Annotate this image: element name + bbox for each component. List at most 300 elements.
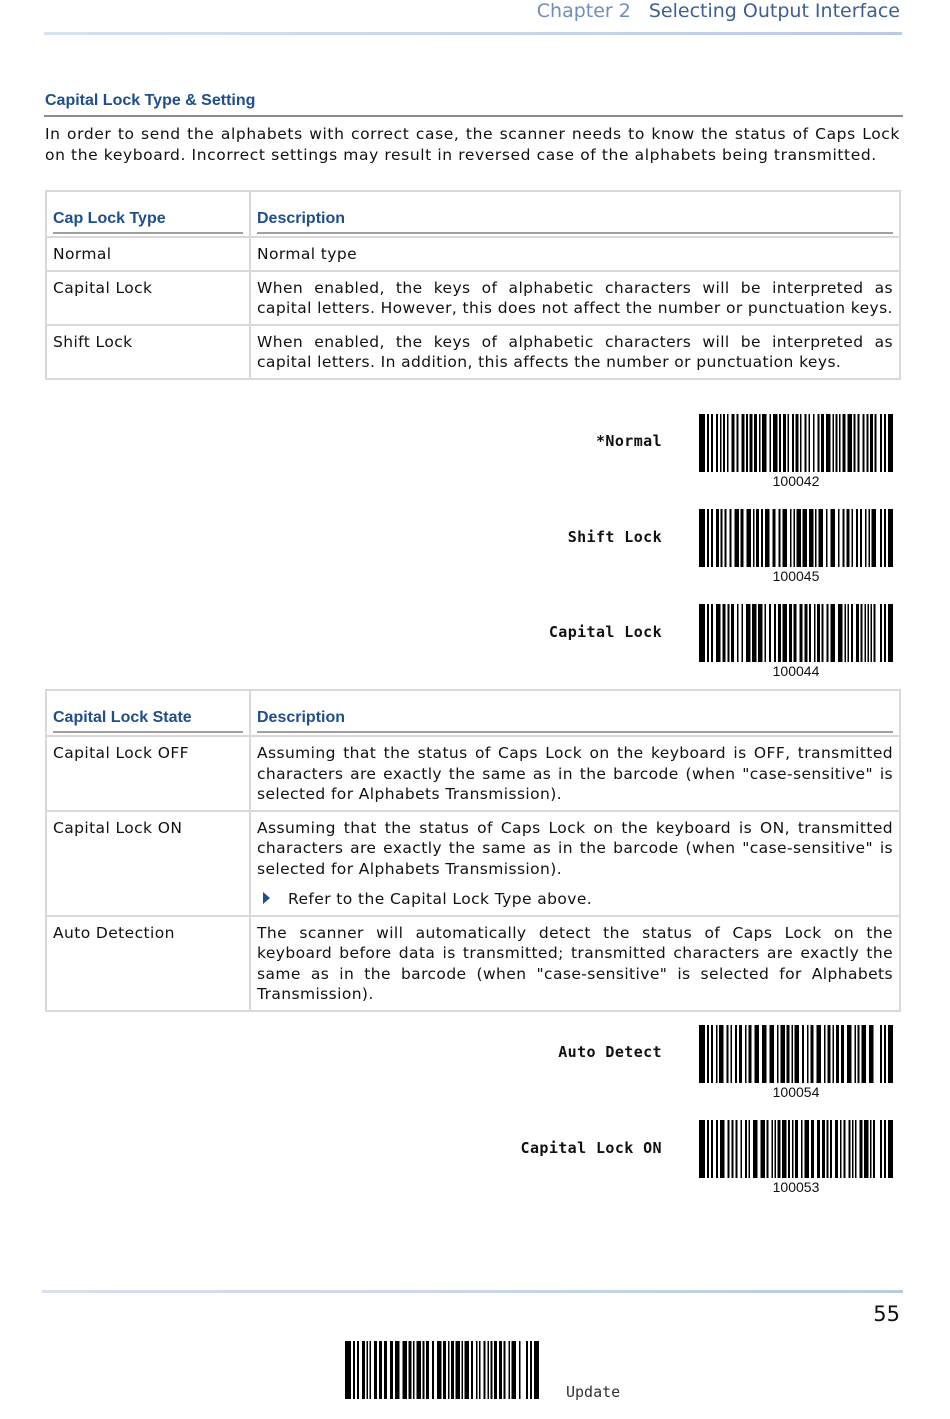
type-cell: Capital Lock xyxy=(46,271,250,325)
barcode-label-normal: *Normal xyxy=(595,432,662,450)
barcode-bar xyxy=(719,1025,724,1083)
barcode-bar xyxy=(721,509,723,567)
barcode-bar xyxy=(788,1120,790,1178)
barcode-bar xyxy=(843,509,845,567)
barcode-bar xyxy=(833,414,835,472)
barcode-bar xyxy=(814,604,816,662)
barcode-bar xyxy=(827,1120,829,1178)
barcode-bar xyxy=(779,414,781,472)
barcode-bar xyxy=(851,604,853,662)
barcode-auto-detect[interactable] xyxy=(699,1025,893,1100)
barcode-bar xyxy=(880,604,882,662)
barcode-bar xyxy=(741,1120,743,1178)
table-row xyxy=(46,736,900,811)
barcode-bar xyxy=(747,509,752,567)
barcode-bar xyxy=(509,1341,511,1399)
barcode-bar xyxy=(872,509,877,567)
table-row xyxy=(46,325,900,379)
chapter-label: Chapter 2 xyxy=(536,0,631,22)
barcode-bar xyxy=(742,414,745,472)
barcode-bar xyxy=(716,414,718,472)
table-header-row xyxy=(46,690,900,736)
barcode-bar xyxy=(720,414,722,472)
barcode-bar xyxy=(456,1341,461,1399)
triangle-bullet-icon xyxy=(263,892,270,904)
barcode-bar xyxy=(732,1120,734,1178)
barcode-bar xyxy=(762,414,767,472)
barcode-bar xyxy=(796,414,799,472)
barcode-bar xyxy=(847,1025,852,1083)
barcode-bar xyxy=(782,1120,787,1178)
barcode-bar xyxy=(494,1341,497,1399)
barcode-bar xyxy=(849,1120,851,1178)
barcode-bar xyxy=(779,509,781,567)
barcode-bar xyxy=(828,1025,831,1083)
barcode-bar xyxy=(797,509,802,567)
barcode-bar xyxy=(833,1025,835,1083)
table-row xyxy=(46,916,900,1011)
barcode-bar xyxy=(826,509,828,567)
barcode-bar xyxy=(817,1120,820,1178)
barcode-bar xyxy=(716,509,719,567)
barcode-bar xyxy=(854,414,856,472)
barcode-number: 100054 xyxy=(772,1084,820,1100)
capital-lock-state-table xyxy=(45,689,901,1012)
barcode-bar xyxy=(413,1341,415,1399)
barcode-bar xyxy=(809,604,811,662)
barcode-bar xyxy=(448,1341,450,1399)
cap-lock-type-table xyxy=(45,190,901,380)
barcode-bar xyxy=(741,509,744,567)
barcode-bar xyxy=(783,604,788,662)
barcode-bar xyxy=(852,1120,854,1178)
barcode-label-capital-lock-on: Capital Lock ON xyxy=(520,1139,662,1157)
barcode-bar xyxy=(777,1025,779,1083)
update-label: Update xyxy=(566,1383,621,1401)
barcode-label-auto-detect: Auto Detect xyxy=(558,1043,662,1061)
barcode-bar xyxy=(736,1120,738,1178)
barcode-bar xyxy=(862,1025,867,1083)
barcode-bar xyxy=(773,414,778,472)
barcode-bar xyxy=(519,1341,521,1399)
barcode-bar xyxy=(824,1025,826,1083)
barcode-label-capital-lock: Capital Lock xyxy=(548,623,662,641)
barcode-bar xyxy=(711,414,713,472)
barcode-bar xyxy=(772,1120,774,1178)
barcode-bar xyxy=(822,604,824,662)
barcode-bar xyxy=(367,1341,369,1399)
state-cell: Capital Lock OFF xyxy=(46,736,250,811)
barcode-bar xyxy=(818,414,820,472)
barcode-bar xyxy=(867,414,869,472)
barcode-bar xyxy=(711,1025,713,1083)
column-header: Description xyxy=(257,209,893,235)
barcode-bar xyxy=(370,1341,372,1399)
barcode-bar xyxy=(707,509,709,567)
barcode-bar xyxy=(880,414,882,472)
barcode-bar xyxy=(374,1341,377,1399)
barcode-bar xyxy=(390,1341,393,1399)
barcode-bar xyxy=(379,1341,382,1399)
barcode-bar xyxy=(884,1120,886,1178)
barcode-bar xyxy=(817,604,820,662)
barcode-bar xyxy=(836,414,838,472)
barcode-bar xyxy=(488,1341,490,1399)
barcode-bar xyxy=(711,604,713,662)
barcode-bar xyxy=(836,1025,839,1083)
barcode-bar xyxy=(807,1025,809,1083)
barcode-label-shift-lock: Shift Lock xyxy=(567,528,662,546)
barcode-bar xyxy=(735,509,740,567)
state-cell: Auto Detection xyxy=(46,916,250,1011)
barcode-bar xyxy=(868,604,870,662)
barcode-bar xyxy=(761,509,763,567)
barcode-bars xyxy=(699,509,893,567)
footer-rule xyxy=(42,1290,903,1293)
barcode-bar xyxy=(526,1341,528,1399)
barcode-bar xyxy=(765,509,770,567)
barcode-bar xyxy=(750,414,753,472)
barcode-bar xyxy=(847,509,850,567)
barcode-bar xyxy=(884,604,886,662)
description-cell xyxy=(250,811,900,916)
type-cell: Normal xyxy=(46,237,250,271)
barcode-bar xyxy=(345,1341,351,1399)
barcode-number: 100045 xyxy=(772,568,820,584)
state-cell: Capital Lock ON xyxy=(46,811,250,916)
barcode-bar xyxy=(754,414,757,472)
barcode-bar xyxy=(821,414,824,472)
description-cell: Assuming that the status of Caps Lock on the keyboard is OFF, transmitted characters are exactly the same as in the barcode (when "case-sensitive" is selected for Alphabets Transmission). xyxy=(250,736,900,811)
barcode-bar xyxy=(794,509,796,567)
barcode-bar xyxy=(835,1120,838,1178)
barcode-bar xyxy=(759,414,761,472)
barcode-bar xyxy=(827,604,829,662)
barcode-bar xyxy=(869,1025,874,1083)
barcode-bar xyxy=(534,1341,539,1399)
barcode-bar xyxy=(884,414,886,472)
barcode-bar xyxy=(858,414,860,472)
barcode-bar xyxy=(800,604,803,662)
barcode-bar xyxy=(855,1120,857,1178)
barcode-bar xyxy=(707,1120,709,1178)
barcode-bar xyxy=(353,1341,355,1399)
barcode-bar xyxy=(767,1120,769,1178)
barcode-bar xyxy=(856,604,859,662)
barcode-bar xyxy=(357,1341,359,1399)
barcode-bar xyxy=(783,509,788,567)
barcode-bar xyxy=(790,509,792,567)
barcode-bar xyxy=(880,1120,882,1178)
barcode-bar xyxy=(870,1120,872,1178)
table-header-row xyxy=(46,191,900,237)
barcode-bar xyxy=(749,1120,751,1178)
barcode-bar xyxy=(802,1025,804,1083)
column-header: Capital Lock State xyxy=(53,708,243,734)
barcode-bar xyxy=(727,414,729,472)
barcode-bar xyxy=(809,509,814,567)
barcode-bar xyxy=(800,414,802,472)
barcode-bar xyxy=(805,414,807,472)
barcode-bar xyxy=(888,604,893,662)
barcode-bar xyxy=(865,604,867,662)
barcode-bar xyxy=(403,1341,408,1399)
barcode-bar xyxy=(770,1025,775,1083)
barcode-bar xyxy=(864,1120,869,1178)
barcode-bar xyxy=(716,1025,718,1083)
barcode-bar xyxy=(723,414,725,472)
barcode-bar xyxy=(699,1120,705,1178)
barcode-bar xyxy=(417,1341,422,1399)
barcode-bar xyxy=(840,1120,842,1178)
barcode-bar xyxy=(848,604,850,662)
barcode-bar xyxy=(826,414,831,472)
barcode-bar xyxy=(795,1120,798,1178)
barcode-bars xyxy=(345,1341,539,1399)
barcode-bar xyxy=(783,414,786,472)
barcode-bar xyxy=(817,1025,822,1083)
barcode-bar xyxy=(755,1025,760,1083)
barcode-bar xyxy=(749,1025,752,1083)
barcode-bar xyxy=(855,1025,857,1083)
barcode-bar xyxy=(852,509,854,567)
barcode-number: 100044 xyxy=(772,663,820,679)
barcode-capital-lock-on[interactable] xyxy=(699,1120,893,1195)
barcode-number: 100053 xyxy=(772,1179,820,1195)
barcode-bar xyxy=(761,1120,766,1178)
barcode-shift-lock[interactable] xyxy=(699,509,893,584)
barcode-bar xyxy=(707,604,709,662)
barcode-bar xyxy=(530,1341,532,1399)
barcode-bar xyxy=(479,1341,481,1399)
barcode-normal[interactable] xyxy=(699,414,893,489)
barcode-bar xyxy=(856,509,858,567)
chapter-title: Selecting Output Interface xyxy=(648,0,900,22)
barcode-bar xyxy=(491,1341,493,1399)
barcode-bar xyxy=(423,1341,425,1399)
page-header xyxy=(537,0,900,28)
barcode-update[interactable] xyxy=(345,1341,539,1403)
barcode-bar xyxy=(871,604,873,662)
barcode-bar xyxy=(451,1341,454,1399)
barcode-bar xyxy=(504,1341,506,1399)
barcode-bar xyxy=(699,509,705,567)
barcode-bar xyxy=(838,604,843,662)
barcode-bar xyxy=(725,509,727,567)
barcode-bar xyxy=(803,509,808,567)
barcode-bar xyxy=(462,1341,464,1399)
barcode-bars xyxy=(699,414,893,472)
barcode-bar xyxy=(811,1120,814,1178)
barcode-bar xyxy=(499,1341,502,1399)
barcode-bar xyxy=(720,1120,725,1178)
barcode-bar xyxy=(860,509,862,567)
barcode-bar xyxy=(874,604,876,662)
barcode-bar xyxy=(861,604,863,662)
header-rule xyxy=(44,32,902,35)
barcode-bar xyxy=(880,509,882,567)
barcode-bar xyxy=(805,1120,810,1178)
barcode-bar xyxy=(813,414,815,472)
barcode-bar xyxy=(443,1341,446,1399)
barcode-bar xyxy=(699,1025,705,1083)
barcode-bar xyxy=(795,1025,800,1083)
barcode-bar xyxy=(732,414,735,472)
barcode-bar xyxy=(723,604,726,662)
barcode-bar xyxy=(858,1025,860,1083)
barcode-bar xyxy=(870,414,873,472)
barcode-bar xyxy=(752,604,757,662)
barcode-bar xyxy=(869,509,871,567)
barcode-bar xyxy=(815,509,817,567)
barcode-bar xyxy=(707,1025,709,1083)
barcode-bar xyxy=(746,604,751,662)
barcode-bar xyxy=(888,509,893,567)
barcode-bar xyxy=(822,1120,825,1178)
barcode-bar xyxy=(884,1025,886,1083)
barcode-bar xyxy=(884,509,886,567)
barcode-bar xyxy=(753,509,755,567)
barcode-bar xyxy=(781,1025,786,1083)
section-title: Capital Lock Type & Setting xyxy=(45,92,256,109)
barcode-bar xyxy=(811,1025,814,1083)
barcode-bar xyxy=(471,1341,473,1399)
barcode-bar xyxy=(873,1120,875,1178)
barcode-bar xyxy=(465,1341,470,1399)
barcode-bar xyxy=(805,604,808,662)
barcode-bars xyxy=(699,1025,893,1083)
barcode-bar xyxy=(787,1025,790,1083)
barcode-bar xyxy=(731,604,734,662)
barcode-bar xyxy=(745,1025,747,1083)
barcode-bar xyxy=(746,414,748,472)
barcode-bar xyxy=(774,604,776,662)
type-cell: Shift Lock xyxy=(46,325,250,379)
description-cell: The scanner will automatically detect the status of Caps Lock on the keyboard before data is transmitted; transmitted characters are exactly the same as in the barcode (when "case-sensitive" is selected for Alphabets Transmission). xyxy=(250,916,900,1011)
barcode-bar xyxy=(809,414,811,472)
barcode-bar xyxy=(753,1120,758,1178)
column-header: Cap Lock Type xyxy=(53,209,243,235)
barcode-bar xyxy=(792,1120,794,1178)
table-row xyxy=(46,237,900,271)
barcode-bar xyxy=(838,509,840,567)
barcode-bar xyxy=(707,414,709,472)
barcode-bar xyxy=(699,414,705,472)
barcode-bar xyxy=(731,1025,733,1083)
barcode-bar xyxy=(711,1120,713,1178)
column-header: Description xyxy=(257,708,893,734)
barcode-bar xyxy=(735,1025,737,1083)
barcode-bar xyxy=(765,604,767,662)
barcode-bar xyxy=(395,1341,400,1399)
barcode-bar xyxy=(762,1025,767,1083)
barcode-bar xyxy=(775,1120,777,1178)
description-cell: When enabled, the keys of alphabetic characters will be interpreted as capital letters. However, this does not affect the number or punctuation keys. xyxy=(250,271,900,325)
barcode-bar xyxy=(484,1341,486,1399)
barcode-bar xyxy=(860,1120,863,1178)
barcode-bar xyxy=(844,1120,846,1178)
barcode-bar xyxy=(888,1120,893,1178)
barcode-bar xyxy=(745,1120,747,1178)
description-cell: When enabled, the keys of alphabetic characters will be interpreted as capital letters. In addition, this affects the number or punctuation keys. xyxy=(250,325,900,379)
barcode-bar xyxy=(426,1341,429,1399)
table-row xyxy=(46,271,900,325)
section-rule xyxy=(44,115,903,117)
barcode-capital-lock[interactable] xyxy=(699,604,893,679)
barcode-bar xyxy=(437,1341,442,1399)
barcode-bar xyxy=(839,414,841,472)
barcode-bar xyxy=(778,604,781,662)
barcode-bar xyxy=(831,604,836,662)
barcode-bar xyxy=(512,1341,517,1399)
barcode-bar xyxy=(788,414,790,472)
barcode-bar xyxy=(773,509,776,567)
barcode-bar xyxy=(384,1341,387,1399)
barcode-bar xyxy=(737,604,739,662)
description-text: Assuming that the status of Caps Lock on the keyboard is ON, transmitted characters are exactly the same as in the barcode (when "case-sensitive" is selected for Alphabets Transmission). xyxy=(257,818,893,878)
barcode-bar xyxy=(801,1120,803,1178)
barcode-bar xyxy=(756,509,759,567)
barcode-bar xyxy=(770,414,772,472)
barcode-bar xyxy=(737,414,739,472)
barcode-bar xyxy=(716,1120,718,1178)
barcode-bar xyxy=(888,1025,893,1083)
barcode-bar xyxy=(758,604,763,662)
barcode-bar xyxy=(739,1025,742,1083)
barcode-bar xyxy=(742,604,744,662)
barcode-bar xyxy=(875,414,877,472)
barcode-bar xyxy=(792,1025,794,1083)
barcode-bar xyxy=(888,414,893,472)
page-number: 55 xyxy=(873,1302,900,1326)
description-cell: Normal type xyxy=(250,237,900,271)
barcode-bar xyxy=(789,604,792,662)
barcode-bar xyxy=(863,414,865,472)
barcode-bar xyxy=(432,1341,434,1399)
barcode-bar xyxy=(769,604,771,662)
barcode-bar xyxy=(778,1120,781,1178)
barcode-bar xyxy=(699,604,705,662)
barcode-bar xyxy=(845,604,847,662)
barcode-bar xyxy=(476,1341,478,1399)
barcode-bar xyxy=(880,1025,882,1083)
barcode-bar xyxy=(841,1025,844,1083)
barcode-bar xyxy=(730,509,732,567)
table-row xyxy=(46,811,900,916)
barcode-bar xyxy=(362,1341,365,1399)
barcode-bar xyxy=(727,1025,729,1083)
barcode-bar xyxy=(792,414,794,472)
barcode-bar xyxy=(728,604,730,662)
barcode-bar xyxy=(865,509,867,567)
barcode-bar xyxy=(716,604,721,662)
intro-paragraph: In order to send the alphabets with correct case, the scanner needs to know the status of Caps Lock on the keyboard. Incorrect settings may result in reversed case of the alphabets being transmitted. xyxy=(45,125,900,164)
barcode-bars xyxy=(699,604,893,662)
barcode-bar xyxy=(848,414,853,472)
barcode-bar xyxy=(843,414,846,472)
barcode-bars xyxy=(699,1120,893,1178)
note-text: Refer to the Capital Lock Type above. xyxy=(288,890,593,908)
barcode-bar xyxy=(831,509,836,567)
barcode-bar xyxy=(794,604,797,662)
note-bullet xyxy=(257,889,893,910)
barcode-bar xyxy=(711,509,713,567)
barcode-bar xyxy=(819,509,824,567)
barcode-bar xyxy=(728,1120,730,1178)
barcode-bar xyxy=(830,1120,832,1178)
barcode-bar xyxy=(409,1341,412,1399)
barcode-number: 100042 xyxy=(772,473,820,489)
